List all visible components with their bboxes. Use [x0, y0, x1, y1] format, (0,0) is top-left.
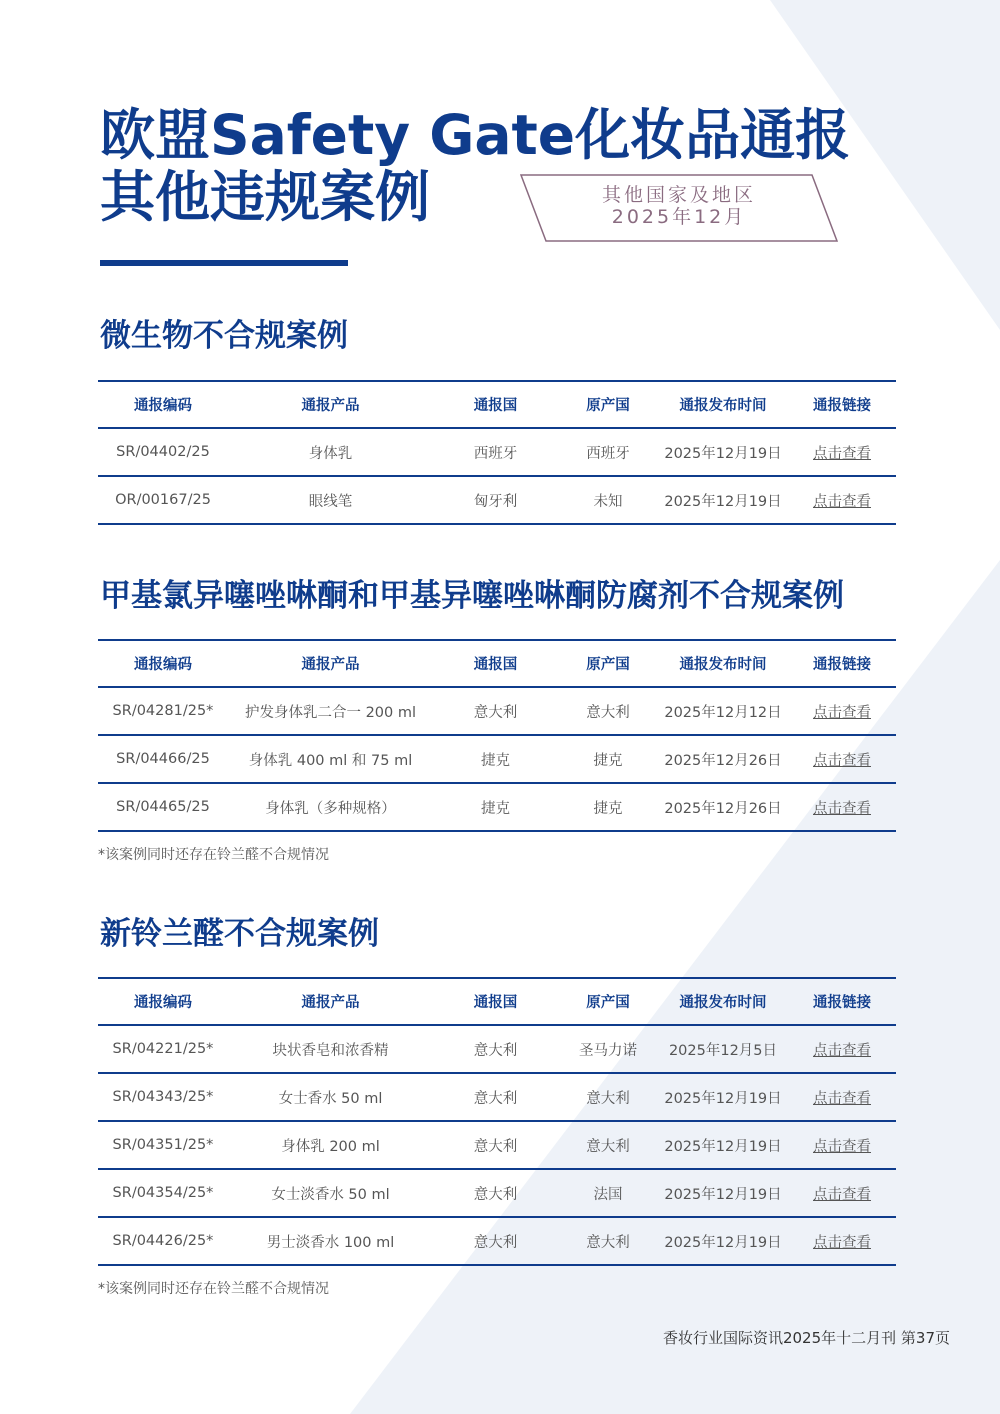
column-header-date: 通报发布时间 [658, 640, 788, 687]
table-row [98, 1121, 896, 1169]
table-row [98, 1217, 896, 1265]
column-header-origin-country: 原产国 [558, 640, 658, 687]
table-row [98, 1025, 896, 1073]
column-header-product: 通报产品 [228, 640, 433, 687]
cell-date: 2025年12月19日 [658, 428, 788, 476]
cell-code: SR/04281/25* [98, 687, 228, 735]
column-header-notifying-country: 通报国 [433, 381, 558, 428]
cell-notifying-country: 意大利 [433, 1073, 558, 1121]
table-row [98, 428, 896, 476]
cell-origin-country: 未知 [558, 476, 658, 524]
cell-date: 2025年12月12日 [658, 687, 788, 735]
cell-origin-country: 圣马力诺 [558, 1025, 658, 1073]
cell-product: 身体乳 200 ml [228, 1121, 433, 1169]
cell-date: 2025年12月26日 [658, 735, 788, 783]
table-row [98, 1169, 896, 1217]
cell-product: 身体乳 400 ml 和 75 ml [228, 735, 433, 783]
cell-notifying-country: 意大利 [433, 687, 558, 735]
table-row [98, 476, 896, 524]
cell-notifying-country: 捷克 [433, 783, 558, 831]
table-microbial [98, 380, 896, 525]
badge-region-text: 其他国家及地区 [601, 184, 756, 206]
table-row [98, 783, 896, 831]
column-header-date: 通报发布时间 [658, 978, 788, 1025]
table-header-row [98, 640, 896, 687]
view-link[interactable]: 点击查看 [788, 783, 896, 831]
column-header-code: 通报编码 [98, 978, 228, 1025]
cell-product: 身体乳 [228, 428, 433, 476]
cell-product: 女士淡香水 50 ml [228, 1169, 433, 1217]
cell-code: SR/04426/25* [98, 1217, 228, 1265]
table-mci-mi [98, 639, 896, 832]
column-header-code: 通报编码 [98, 640, 228, 687]
table-header-row [98, 381, 896, 428]
cell-code: SR/04343/25* [98, 1073, 228, 1121]
column-header-link: 通报链接 [788, 978, 896, 1025]
cell-date: 2025年12月19日 [658, 1073, 788, 1121]
cell-date: 2025年12月26日 [658, 783, 788, 831]
column-header-product: 通报产品 [228, 381, 433, 428]
section-title-lilial: 新铃兰醛不合规案例 [100, 916, 379, 952]
table-row [98, 735, 896, 783]
cell-product: 块状香皂和浓香精 [228, 1025, 433, 1073]
cell-product: 身体乳（多种规格） [228, 783, 433, 831]
cell-code: SR/04354/25* [98, 1169, 228, 1217]
view-link[interactable]: 点击查看 [788, 476, 896, 524]
cell-code: OR/00167/25 [98, 476, 228, 524]
column-header-date: 通报发布时间 [658, 381, 788, 428]
cell-notifying-country: 意大利 [433, 1025, 558, 1073]
cell-origin-country: 捷克 [558, 783, 658, 831]
footnote: *该案例同时还存在铃兰醛不合规情况 [98, 847, 329, 863]
column-header-code: 通报编码 [98, 381, 228, 428]
view-link[interactable]: 点击查看 [788, 1169, 896, 1217]
cell-product: 护发身体乳二合一 200 ml [228, 687, 433, 735]
cell-origin-country: 意大利 [558, 1121, 658, 1169]
page-footer: 香妆行业国际资讯2025年十二月刊 第37页 [662, 1329, 950, 1347]
cell-origin-country: 意大利 [558, 1073, 658, 1121]
table-row [98, 687, 896, 735]
cell-code: SR/04351/25* [98, 1121, 228, 1169]
section-title-mci-mi: 甲基氯异噻唑啉酮和甲基异噻唑啉酮防腐剂不合规案例 [100, 578, 844, 614]
column-header-origin-country: 原产国 [558, 381, 658, 428]
cell-notifying-country: 意大利 [433, 1169, 558, 1217]
view-link[interactable]: 点击查看 [788, 428, 896, 476]
title-underline [100, 260, 348, 266]
cell-product: 女士香水 50 ml [228, 1073, 433, 1121]
view-link[interactable]: 点击查看 [788, 1025, 896, 1073]
view-link[interactable]: 点击查看 [788, 735, 896, 783]
column-header-link: 通报链接 [788, 640, 896, 687]
cell-code: SR/04466/25 [98, 735, 228, 783]
cell-notifying-country: 意大利 [433, 1121, 558, 1169]
cell-origin-country: 法国 [558, 1169, 658, 1217]
page-title-line1: 欧盟Safety Gate化妆品通报 [100, 103, 851, 167]
view-link[interactable]: 点击查看 [788, 1073, 896, 1121]
column-header-notifying-country: 通报国 [433, 640, 558, 687]
badge-date-text: 2025年12月 [611, 206, 747, 228]
view-link[interactable]: 点击查看 [788, 1121, 896, 1169]
footnote: *该案例同时还存在铃兰醛不合规情况 [98, 1281, 329, 1297]
cell-notifying-country: 匈牙利 [433, 476, 558, 524]
cell-date: 2025年12月5日 [658, 1025, 788, 1073]
cell-date: 2025年12月19日 [658, 1169, 788, 1217]
section-title-microbial: 微生物不合规案例 [100, 318, 348, 354]
cell-date: 2025年12月19日 [658, 476, 788, 524]
cell-notifying-country: 捷克 [433, 735, 558, 783]
cell-date: 2025年12月19日 [658, 1217, 788, 1265]
cell-product: 男士淡香水 100 ml [228, 1217, 433, 1265]
cell-code: SR/04402/25 [98, 428, 228, 476]
cell-code: SR/04465/25 [98, 783, 228, 831]
cell-origin-country: 意大利 [558, 1217, 658, 1265]
column-header-link: 通报链接 [788, 381, 896, 428]
column-header-notifying-country: 通报国 [433, 978, 558, 1025]
cell-date: 2025年12月19日 [658, 1121, 788, 1169]
cell-notifying-country: 西班牙 [433, 428, 558, 476]
column-header-product: 通报产品 [228, 978, 433, 1025]
table-row [98, 1073, 896, 1121]
cell-product: 眼线笔 [228, 476, 433, 524]
table-header-row [98, 978, 896, 1025]
cell-origin-country: 捷克 [558, 735, 658, 783]
cell-origin-country: 西班牙 [558, 428, 658, 476]
view-link[interactable]: 点击查看 [788, 687, 896, 735]
page-title-line2: 其他违规案例 [100, 165, 431, 229]
date-region-badge [520, 174, 838, 242]
column-header-origin-country: 原产国 [558, 978, 658, 1025]
view-link[interactable]: 点击查看 [788, 1217, 896, 1265]
table-lilial [98, 977, 896, 1266]
cell-code: SR/04221/25* [98, 1025, 228, 1073]
cell-origin-country: 意大利 [558, 687, 658, 735]
cell-notifying-country: 意大利 [433, 1217, 558, 1265]
